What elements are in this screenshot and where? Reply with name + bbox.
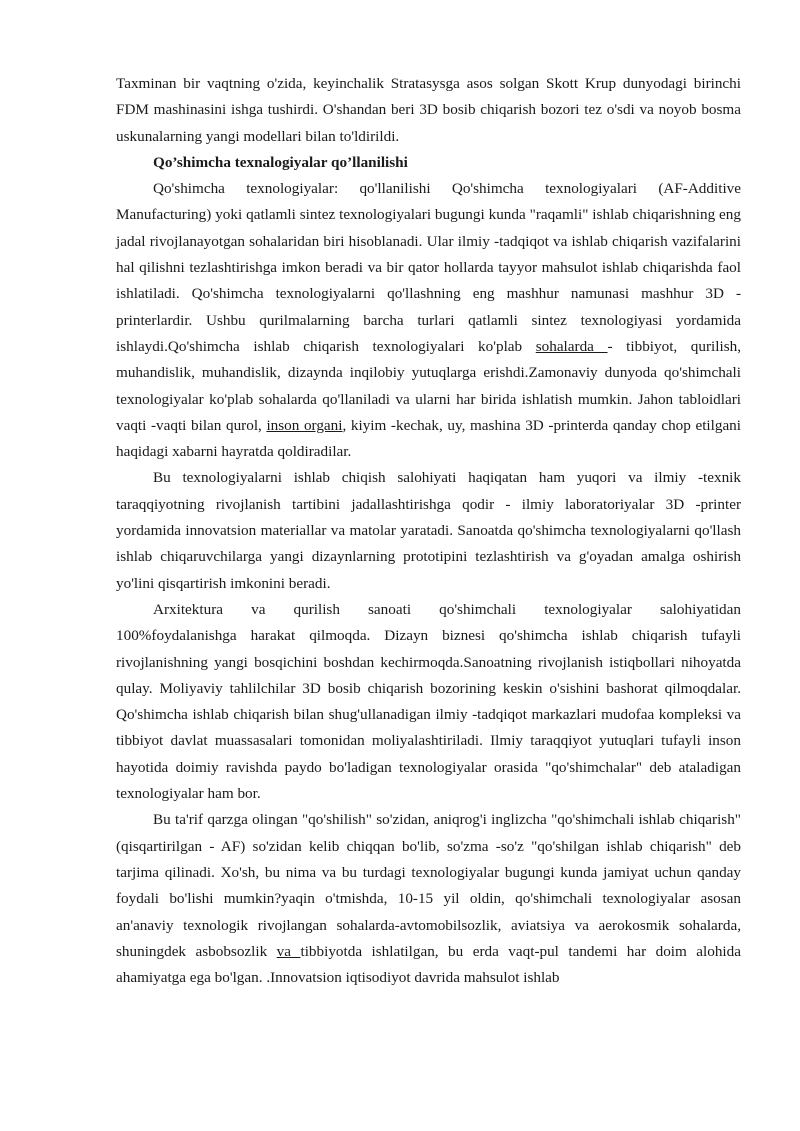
paragraph-applications-text-c: , kiyim -kechak, uy, mashina 3D -printerda qanday chop etilgani haqidagi xabarni hayratda qoldiradilar.: [116, 416, 741, 461]
link-va[interactable]: va: [276, 942, 301, 960]
paragraph-definition: [116, 807, 741, 991]
link-inson-organi[interactable]: inson organi: [266, 416, 343, 434]
paragraph-potential: Bu texnologiyalarni ishlab chiqish salohiyati haqiqatan ham yuqori va ilmiy -texnik taraqqiyotning rivojlanish tartibini jadallashtirishga qodir - ilmiy laboratoriyalar 3D -printer yordamida innovatsion materiallar va matolar yaratadi. Sanoatda qo'shimcha texnologiyalarni qo'llash ishlab chiqaruvchilarga yangi dizaynlarning prototipini tezlashtirish va g'oyadan amalga oshirish yo'lini qisqartirish imkonini beradi.: [116, 469, 741, 592]
section-heading: Qo’shimcha texnalogiyalar qo’llanilishi: [153, 153, 408, 171]
paragraph-definition-text-a: Bu ta'rif qarzga olingan "qo'shilish" so'zidan, aniqrog'i inglizcha "qo'shimchali ishlab chiqarish" (qisqartirilgan - AF) so'zidan kelib chiqqan bo'lib, so'zma -so'z "qo'shilgan ishlab chiqarish" deb tarjima qilinadi. Xo'sh, bu nima va bu turdagi texnologiyalar bugungi kunda jamiyat uchun qanday foydali bo'lishi mumkin?yaqin o'tmishda, 10-15 yil oldin, qo'shimchali texnologiyalar asosan an'anaviy texnologik rivojlangan sohalarda-avtomobilsozlik, aviatsiya va aerokosmik sohalarda, shuningdek asbobsozlik: [116, 811, 741, 960]
paragraph-applications: [116, 176, 741, 465]
paragraph-applications-text-b: - tibbiyot, qurilish, muhandislik, muhandislik, dizaynda inqilobiy yutuqlarga erishdi.Zamonaviy dunyoda qo'shimchali texnologiyalar ko'plab sohalarda qo'llaniladi va ularni har birida ishlatish mumkin. Jahon tabloidlari vaqti -vaqti bilan qurol,: [116, 337, 742, 434]
paragraph-architecture-text: 100%foydalanishga harakat qilmoqda. Dizayn biznesi qo'shimcha ishlab chiqarish tufayli rivojlanishning yangi bosqichini boshdan kechirmoqda.Sanoatning rivojlanish istiqbollari nihoyatda qulay. Moliyaviy tahlilchilar 3D bosib chiqarish bozorining keskin o'sishini bashorat qilmoqdalar. Qo'shimcha ishlab chiqarish bilan shug'ullanadigan ilmiy -tadqiqot markazlari mudofaa kompleksi va tibbiyot davlat muassasalari tomonidan moliyalashtiriladi. Ilmiy taraqqiyot yutuqlari tufayli inson hayotida doimiy ravishda paydo bo'ladigan texnologiyalar orasida "qo'shimchalar" deb ataladigan texnologiyalar ham bor.: [116, 627, 741, 803]
link-sohalarda[interactable]: sohalarda: [535, 337, 608, 355]
paragraph-definition-text-b: tibbiyotda ishlatilgan, bu erda vaqt-pul tandemi har doim alohida ahamiyatga ega bo'lgan. .Innovatsion iqtisodiyot davrida mahsulot ishlab: [116, 942, 741, 987]
paragraph-architecture-first-line: Arxitektura va qurilish sanoati qo'shimchali texnologiyalar salohiyatidan: [153, 600, 741, 618]
paragraph-architecture: [116, 597, 741, 807]
paragraph-intro: Taxminan bir vaqtning o'zida, keyinchalik Stratasysga asos solgan Skott Krup dunyodagi birinchi FDM mashinasini ishga tushirdi. O'shandan beri 3D bosib chiqarish bozori tez o'sdi va noyob bosma uskunalarning yangi modellari bilan to'ldirildi.: [116, 75, 741, 145]
paragraph-applications-text-a: Qo'shimcha texnologiyalar: qo'llanilishi Qo'shimcha texnologiyalari (AF-Additive Manufacturing) yoki qatlamli sintez texnologiyalari bugungi kunda "raqamli" ishlab chiqarishning eng jadal rivojlanayotgan sohalaridan biri hisoblanadi. Ular ilmiy -tadqiqot va ishlab chiqarish vazifalarini hal qilishni tezlashtirishga imkon beradi va bir qator hollarda tayyor mahsulot ishlab chiqarishda faol ishlatiladi. Qo'shimcha texnologiyalarni qo'llashning eng mashhur namunasi mashhur 3D -printerlardir. Ushbu qurilmalarning barcha turlari qatlamli sintez texnologiyasi yordamida ishlaydi.Qo'shimcha ishlab chiqarish texnologiyalari ko'plab: [116, 180, 741, 355]
